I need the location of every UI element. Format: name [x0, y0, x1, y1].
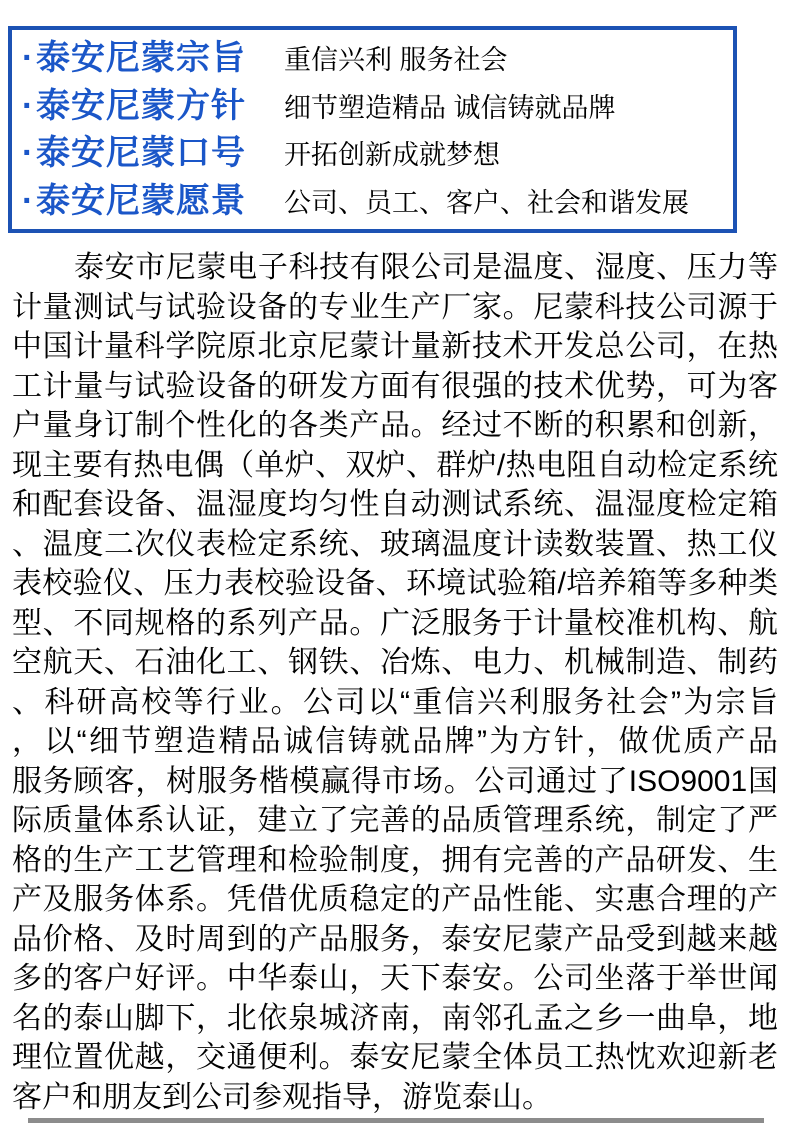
paragraph-line: 现主要有热电偶（单炉、双炉、群炉/热电阻自动检定系统	[12, 448, 778, 482]
paragraph-line: 工计量与试验设备的研发方面有很强的技术优势，可为客	[12, 369, 778, 403]
bullet-icon: ·	[22, 182, 34, 221]
bullet-icon: ·	[22, 38, 34, 77]
mission-value-vision: 公司、员工、客户、社会和谐发展	[284, 188, 689, 219]
mission-row-purpose	[22, 38, 725, 77]
paragraph-line: 泰安市尼蒙电子科技有限公司是温度、湿度、压力等	[74, 251, 778, 284]
paragraph-line: 格的生产工艺管理和检验制度，拥有完善的产品研发、生	[12, 843, 778, 877]
mission-row-policy	[22, 86, 725, 125]
paragraph-line: 客户和朋友到公司参观指导，游览泰山。	[12, 1080, 552, 1114]
mission-value-policy: 细节塑造精品 诚信铸就品牌	[284, 92, 616, 123]
paragraph-line: 品价格、及时周到的产品服务，泰安尼蒙产品受到越来越	[12, 922, 778, 956]
mission-label-slogan: 泰安尼蒙口号	[36, 134, 246, 173]
mission-value-slogan: 开拓创新成就梦想	[284, 140, 500, 171]
bottom-divider	[28, 1118, 764, 1123]
mission-label-policy: 泰安尼蒙方针	[36, 86, 246, 125]
paragraph-line: 型、不同规格的系列产品。广泛服务于计量校准机构、航	[12, 606, 778, 640]
paragraph-line: 、温度二次仪表检定系统、玻璃温度计读数装置、热工仪	[12, 527, 778, 561]
paragraph-line: 户量身订制个性化的各类产品。经过不断的积累和创新，	[12, 409, 778, 442]
mission-row-slogan	[22, 134, 725, 173]
about-paragraph	[12, 248, 778, 1117]
paragraph-line: 空航天、石油化工、钢铁、冶炼、电力、机械制造、制药	[12, 646, 778, 679]
paragraph-line: 产及服务体系。凭借优质稳定的产品性能、实惠合理的产	[12, 883, 778, 916]
paragraph-line: 名的泰山脚下，北依泉城济南，南邻孔孟之乡一曲阜，地	[12, 1001, 778, 1035]
mission-box	[8, 26, 737, 233]
paragraph-line: 服务顾客，树服务楷模赢得市场。公司通过了ISO9001国	[12, 764, 778, 798]
mission-row-vision	[22, 182, 725, 221]
mission-label-purpose: 泰安尼蒙宗旨	[36, 38, 246, 77]
paragraph-line: 际质量体系认证，建立了完善的品质管理系统，制定了严	[12, 804, 778, 837]
paragraph-line: 和配套设备、温湿度均匀性自动测试系统、温湿度检定箱	[12, 488, 778, 521]
paragraph-line: 中国计量科学院原北京尼蒙计量新技术开发总公司，在热	[12, 330, 778, 363]
paragraph-line: 计量测试与试验设备的专业生产厂家。尼蒙科技公司源于	[12, 290, 778, 324]
paragraph-line: 理位置优越，交通便利。泰安尼蒙全体员工热忱欢迎新老	[12, 1041, 778, 1074]
mission-value-purpose: 重信兴利 服务社会	[284, 44, 508, 75]
paragraph-line: 表校验仪、压力表校验设备、环境试验箱/培养箱等多种类	[12, 567, 778, 600]
paragraph-line: ，以“细节塑造精品诚信铸就品牌”为方针，做优质产品	[12, 725, 778, 758]
bullet-icon: ·	[22, 134, 34, 173]
bullet-icon: ·	[22, 86, 34, 125]
paragraph-line: 多的客户好评。中华泰山，天下泰安。公司坐落于举世闻	[12, 962, 778, 995]
mission-label-vision: 泰安尼蒙愿景	[36, 182, 246, 221]
paragraph-line: 、科研高校等行业。公司以“重信兴利服务社会”为宗旨	[12, 685, 778, 719]
